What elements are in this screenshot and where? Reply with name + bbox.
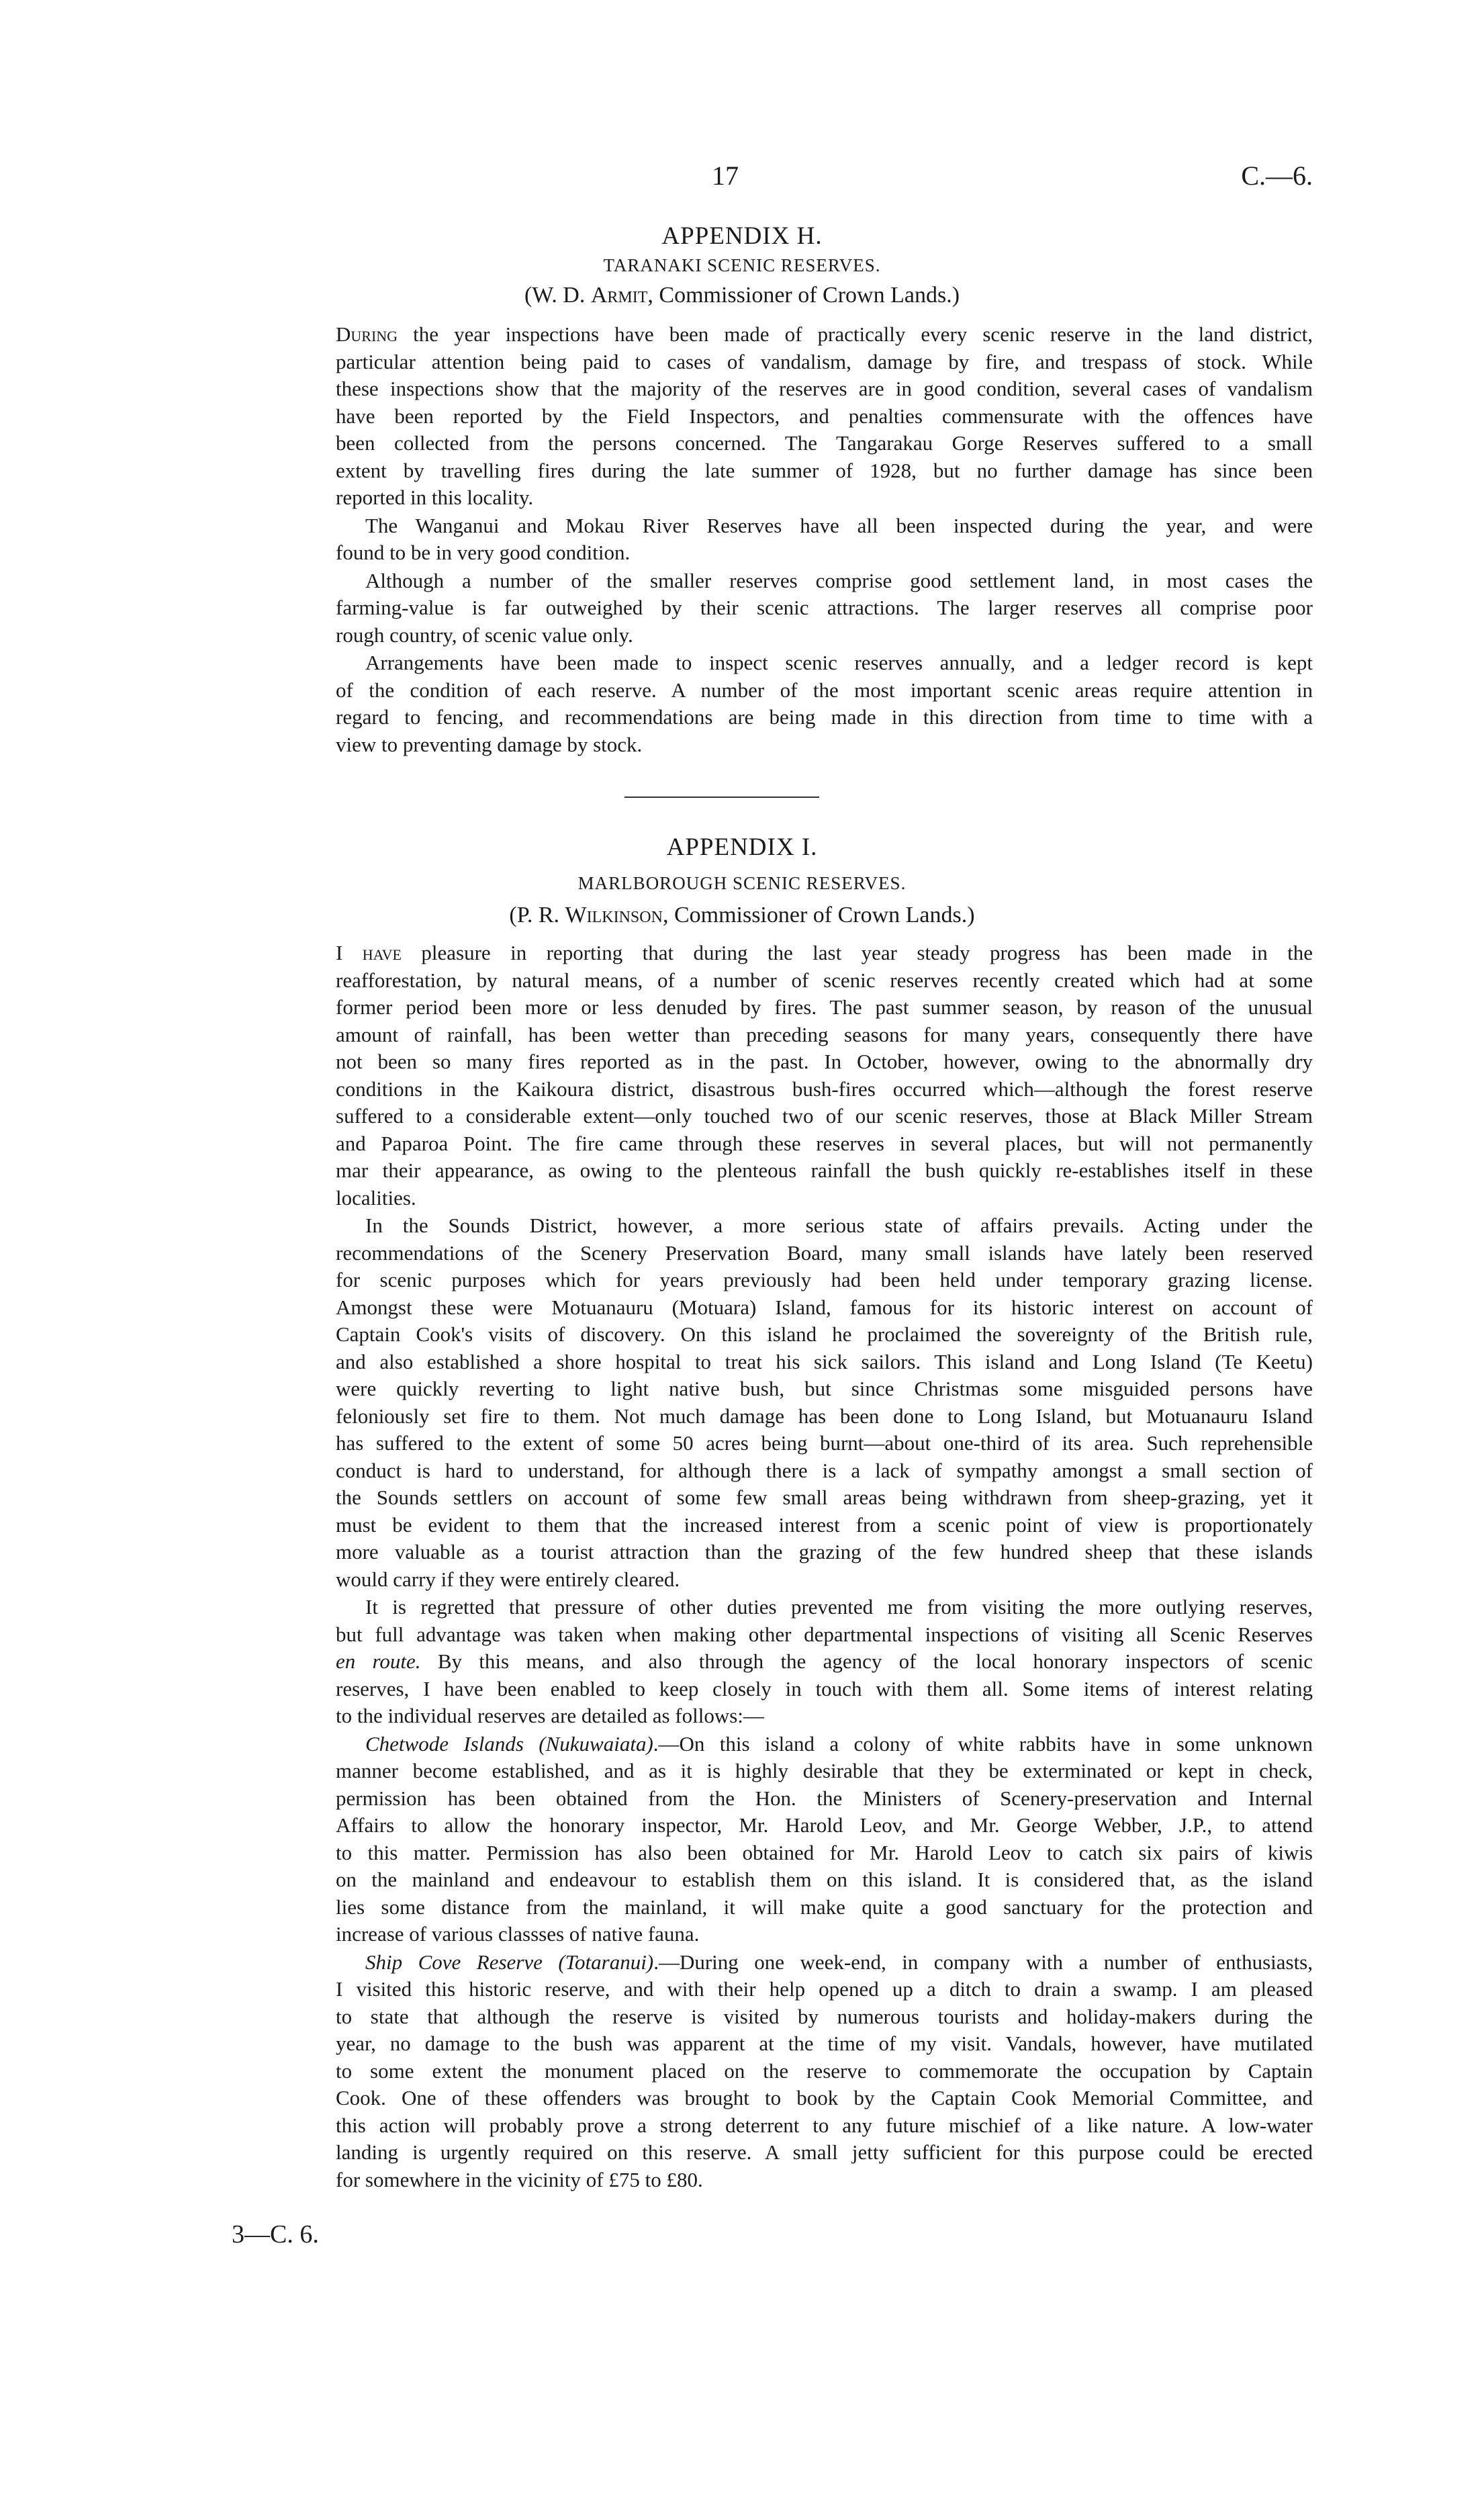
text-line [336,457,1313,485]
text-line [336,704,1313,731]
text-line [336,1676,1313,1703]
line-text: I visited this historic reserve, and with their help opened up a ditch to drain a swamp. I am pleased [336,1977,1313,2001]
footer-signature: 3—C. 6. [232,2220,319,2248]
line-text: would carry if they were entirely cleared. [336,1567,680,1591]
text-line [336,1566,1313,1594]
line-text: more valuable as a tourist attraction than the grazing of the few hundred sheep that these islands [336,1540,1313,1563]
line-text: not been so many fires reported as in the past. In October, however, owing to the abnormally dry [336,1050,1313,1073]
line-text: and Paparoa Point. The fire came through these reserves in several places, but will not permanently [336,1131,1313,1155]
text-line [336,1949,1313,1977]
text-line [336,403,1313,430]
text-line [336,2085,1313,2112]
text-line [336,321,1313,349]
line-text: has suffered to the extent of some 50 acres being burnt—about one-third of its area. Such reprehensible [336,1431,1313,1455]
text-line [336,1403,1313,1430]
line-text: It is regretted that pressure of other duties prevented me from visiting the more outlying reserves, [365,1595,1313,1619]
text-line [336,1894,1313,1921]
text-line [336,1103,1313,1130]
line-text: for scenic purposes which for years previously had been held under temporary grazing license. [336,1268,1313,1291]
line-text: Amongst these were Motuanauru (Motuara) Island, famous for its historic interest on account of [336,1295,1313,1319]
text-line [336,649,1313,677]
text-line [336,1157,1313,1185]
appendix-h-body [336,321,1313,759]
line-text: reserves, I have been enabled to keep closely in touch with them all. Some items of interest relating [336,1676,1313,1700]
text-line [336,677,1313,705]
small-caps-lead: During [336,322,398,346]
text-line [336,1212,1313,1240]
line-text: must be evident to them that the increased interest from a scenic point of view is proportionately [336,1512,1313,1537]
line-text: found to be in very good condition. [336,541,631,564]
line-text: amount of rainfall, has been wetter than preceding seasons for many years, consequently there have [336,1022,1313,1046]
line-text: the Sounds settlers on account of some few small areas being withdrawn from sheep-grazing, yet it [336,1486,1313,1509]
text-line [336,1484,1313,1512]
line-text: been collected from the persons concerned. The Tangarakau Gorge Reserves suffered to a small [336,431,1313,455]
text-line [336,2030,1313,2058]
line-text: suffered to a considerable extent—only touched two of our scenic reserves, those at Black Miller Stream [336,1104,1313,1128]
line-text: these inspections show that the majority of the reserves are in good condition, several cases of vandalism [336,377,1313,400]
text-line [336,1321,1313,1349]
text-line [336,622,1313,649]
text-line [336,967,1313,995]
line-text: .—During one week-end, in company with a number of enthusiasts, [653,1950,1313,1974]
appendix-h-subtitle: TARANAKI SCENIC RESERVES. [603,255,881,275]
paragraph [336,567,1313,649]
line-text: Although a number of the smaller reserves comprise good settlement land, in most cases the [365,568,1313,592]
line-text: and also established a shore hospital to treat his sick sailors. This island and Long Island (Te Keetu) [336,1349,1313,1373]
text-line [336,1812,1313,1839]
small-caps-lead: I have [336,941,402,964]
text-line [336,1294,1313,1322]
line-text: but full advantage was taken when making other departmental inspections of visiting all Scenic Reserves [336,1622,1313,1646]
italic-heading: en route. [336,1649,421,1673]
line-text: of the condition of each reserve. A number of the most important scenic areas require attention in [336,678,1313,702]
line-text: to some extent the monument placed on the reserve to commemorate the occupation by Captain [336,2058,1313,2083]
appendix-i-author [0,903,1484,928]
text-line [336,940,1313,967]
text-line [336,1430,1313,1457]
text-line [336,1076,1313,1103]
line-text: permission has been obtained from the Hon. the Ministers of Scenery-preservation and Internal [336,1786,1313,1810]
italic-heading: Ship Cove Reserve (Totaranui) [365,1950,654,1974]
line-text: Captain Cook's visits of discovery. On this island he proclaimed the sovereignty of the British rule, [336,1322,1313,1346]
text-line [336,1866,1313,1894]
line-text: for somewhere in the vicinity of £75 to £80. [336,2167,703,2191]
text-line [336,1702,1313,1730]
text-line [336,430,1313,457]
text-line [336,1839,1313,1867]
text-line [336,1349,1313,1376]
text-line [336,1240,1313,1267]
text-line [336,1512,1313,1539]
paragraph [336,1212,1313,1593]
line-text: particular attention being paid to cases of vandalism, damage by fire, and trespass of stock. While [336,349,1313,373]
line-text: to this matter. Permission has also been obtained for Mr. Harold Leov to catch six pairs of kiwis [336,1840,1313,1864]
line-text: extent by travelling fires during the late summer of 1928, but no further damage has since been [336,458,1313,482]
text-line [336,1267,1313,1294]
line-text: conduct is hard to understand, for although there is a lack of sympathy amongst a small section of [336,1458,1313,1482]
text-line [336,731,1313,759]
line-text: Cook. One of these offenders was brought to book by the Captain Cook Memorial Committee, and [336,2086,1313,2109]
line-text: manner become established, and as it is highly desirable that they be exterminated or kept in check, [336,1759,1313,1782]
text-line [336,1785,1313,1813]
author-name: Wilkinson [565,903,663,927]
line-text: localities. [336,1185,416,1210]
text-line [336,349,1313,376]
text-line [336,1648,1313,1676]
text-line [336,1976,1313,2003]
paragraph [336,649,1313,758]
text-line [336,1375,1313,1403]
line-text: year, no damage to the bush was apparent at the time of my visit. Vandals, however, have mutilated [336,2032,1313,2055]
text-line [336,484,1313,512]
line-text: conditions in the Kaikoura district, disastrous bush-fires occurred which—although the forest reserve [336,1077,1313,1101]
author-prefix: (P. R. [509,903,565,927]
appendix-i-title: APPENDIX I. [666,833,818,861]
appendix-i-body [336,940,1313,2194]
author-name: Armit [590,283,648,308]
author-suffix: , Commissioner of Crown Lands.) [662,903,975,927]
text-line [336,1731,1313,1758]
line-text: were quickly reverting to light native bush, but since Christmas some misguided persons have [336,1377,1313,1400]
line-text: on the mainland and endeavour to establish them on this island. It is considered that, as the island [336,1868,1313,1891]
line-text: the year inspections have been made of practically every scenic reserve in the land district, [398,322,1313,346]
paragraph [336,1594,1313,1730]
text-line [336,1130,1313,1158]
paragraph [336,1731,1313,1948]
author-suffix: , Commissioner of Crown Lands.) [647,283,960,308]
text-line [336,512,1313,540]
line-text: The Wanganui and Mokau River Reserves have all been inspected during the year, and were [365,513,1313,537]
paragraph [336,321,1313,512]
line-text: reafforestation, by natural means, of a number of scenic reserves recently created which had at some [336,968,1313,992]
appendix-i-subtitle: MARLBOROUGH SCENIC RESERVES. [577,873,907,893]
text-line [336,2139,1313,2167]
line-text: Arrangements have been made to inspect scenic reserves annually, and a ledger record is kept [365,651,1313,674]
line-text: .—On this island a colony of white rabbits have in some unknown [653,1731,1313,1756]
line-text: recommendations of the Scenery Preservation Board, many small islands have lately been reserved [336,1240,1313,1265]
section-divider [624,797,819,798]
line-text: reported in this locality. [336,486,534,509]
text-line [336,2058,1313,2085]
line-text: By this means, and also through the agency of the local honorary inspectors of scenic [420,1649,1313,1673]
line-text: this action will probably prove a strong deterrent to any future mischief of a like nature. A low-water [336,2113,1313,2137]
italic-heading: Chetwode Islands (Nukuwaiata) [365,1731,653,1756]
text-line [336,1594,1313,1621]
text-line [336,2167,1313,2194]
line-text: increase of various classses of native fauna. [336,1922,700,1946]
text-line [336,594,1313,622]
text-line [336,1021,1313,1049]
appendix-h-title: APPENDIX H. [661,222,823,250]
text-line [336,1457,1313,1485]
line-text: regard to fencing, and recommendations are being made in this direction from time to time with a [336,705,1313,729]
author-prefix: (W. D. [524,283,591,308]
text-line [336,375,1313,403]
text-line [336,1185,1313,1212]
text-line [336,1048,1313,1076]
line-text: view to preventing damage by stock. [336,732,643,756]
text-line [336,2112,1313,2140]
document-code: C.—6. [1241,161,1313,191]
text-line [336,539,1313,567]
line-text: feloniously set fire to them. Not much damage has been done to Long Island, but Motuanauru Island [336,1404,1313,1428]
line-text: In the Sounds District, however, a more serious state of affairs prevails. Acting under the [365,1214,1313,1237]
line-text: rough country, of scenic value only. [336,623,633,647]
line-text: farming-value is far outweighed by their scenic attractions. The larger reserves all comprise poor [336,596,1313,619]
line-text: have been reported by the Field Inspectors, and penalties commensurate with the offences have [336,404,1313,428]
paragraph [336,1949,1313,2194]
paragraph [336,512,1313,567]
line-text: Affairs to allow the honorary inspector, Mr. Harold Leov, and Mr. George Webber, J.P., to attend [336,1813,1313,1837]
line-text: lies some distance from the mainland, it will make quite a good sanctuary for the protection and [336,1895,1313,1919]
page-number: 17 [712,161,739,191]
line-text: to the individual reserves are detailed as follows:— [336,1704,764,1727]
text-line [336,1539,1313,1566]
text-line [336,994,1313,1021]
text-line [336,2003,1313,2031]
text-line [336,1758,1313,1785]
text-line [336,1921,1313,1948]
line-text: to state that although the reserve is visited by numerous tourists and holiday-makers during the [336,2004,1313,2028]
appendix-h-author [0,283,1484,308]
line-text: former period been more or less denuded by fires. The past summer season, by reason of the unusual [336,995,1313,1019]
text-line [336,567,1313,595]
paragraph [336,940,1313,1212]
line-text: pleasure in reporting that during the last year steady progress has been made in the [402,941,1313,964]
line-text: mar their appearance, as owing to the plenteous rainfall the bush quickly re-establishes itself in these [336,1158,1313,1182]
text-line [336,1621,1313,1649]
line-text: landing is urgently required on this reserve. A small jetty sufficient for this purpose could be erected [336,2140,1313,2164]
